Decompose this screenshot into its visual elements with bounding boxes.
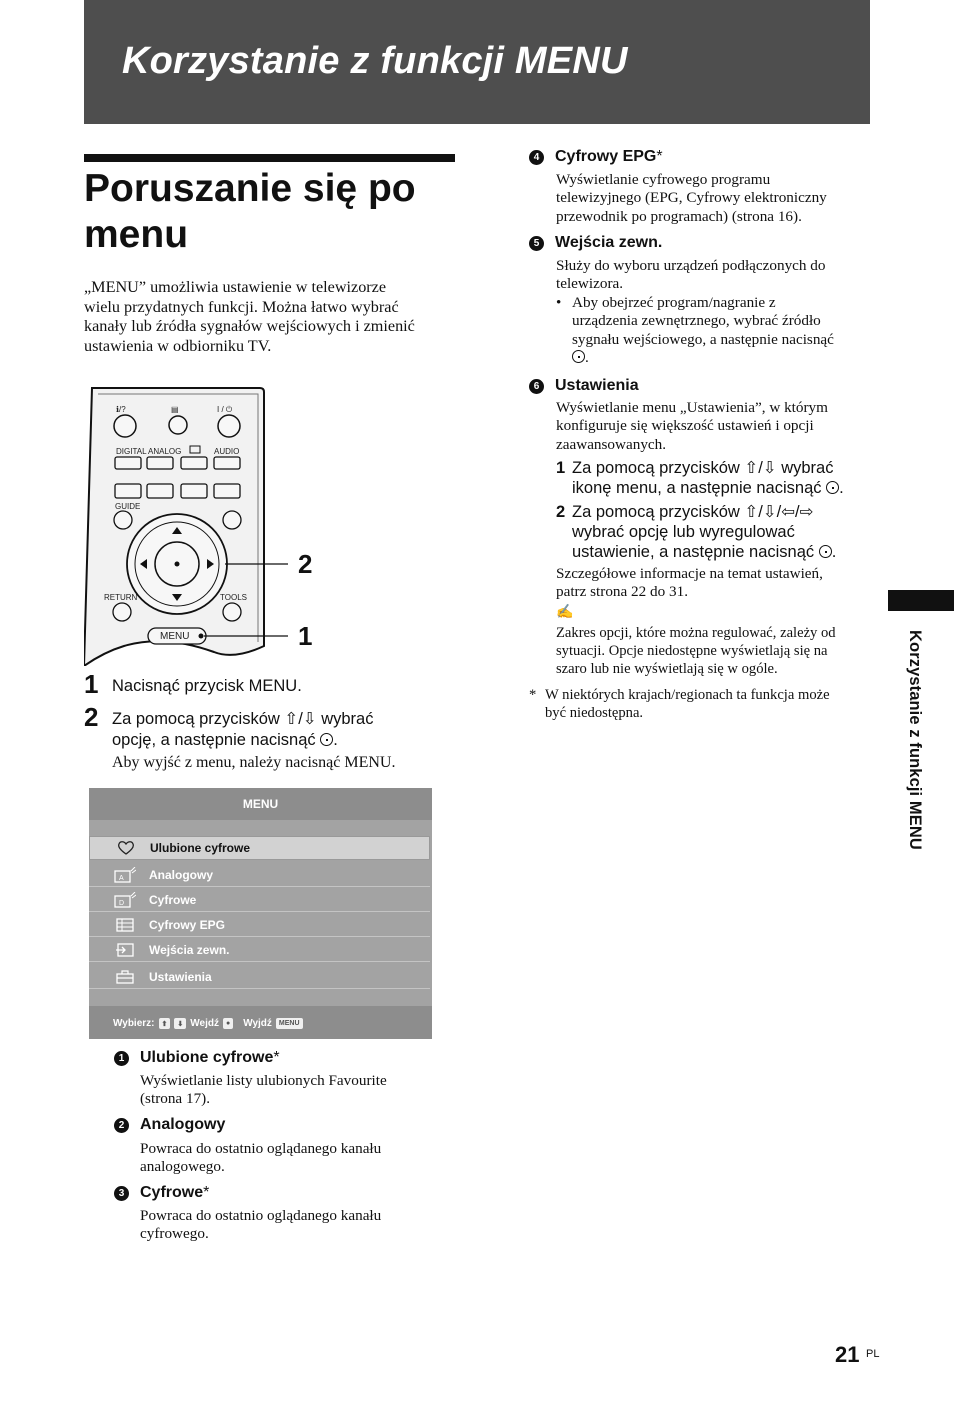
- callout-2: 2: [298, 549, 313, 579]
- settings-step-2: 2 Za pomocą przycisków ⇧/⇩/⇦/⇨ wybrać opcję lub wyregulować ustawienie, a następnie nacisnąć .: [556, 503, 837, 561]
- return-button[interactable]: [113, 603, 131, 621]
- guide-label: GUIDE: [115, 502, 141, 511]
- freeze-button[interactable]: [181, 457, 207, 469]
- menu-item-ulubione-cyfrowe[interactable]: Ulubione cyfrowe: [89, 836, 430, 860]
- red-button[interactable]: [115, 484, 141, 498]
- menu-item-cyfrowe[interactable]: D Cyfrowe: [89, 888, 430, 912]
- blue-button[interactable]: [214, 484, 240, 498]
- info-button-label: ℹ/?: [116, 405, 126, 414]
- section-title: Poruszanie się po menu: [84, 167, 416, 256]
- return-label: RETURN: [104, 593, 138, 602]
- item-5-heading: 5 Wejścia zewn.: [529, 234, 662, 252]
- menu-list: [89, 820, 432, 1006]
- settings-details: Szczegółowe informacje na temat ustawień, patrz strona 22 do 31.: [556, 565, 823, 601]
- item-1-description: Wyświetlanie listy ulubionych Favourite (strona 17).: [140, 1072, 387, 1108]
- menu-button-label: MENU: [160, 631, 190, 642]
- menu-item-wejscia-zewn[interactable]: Wejścia zewn.: [89, 938, 430, 962]
- menu-item-analogowy[interactable]: A Analogowy: [89, 863, 430, 887]
- yellow-button[interactable]: [181, 484, 207, 498]
- up-key-icon: ⬆: [159, 1018, 171, 1029]
- tools-label: TOOLS: [220, 593, 247, 602]
- ok-button-icon: [826, 481, 839, 494]
- item-5-bullet: • Aby obejrzeć program/nagranie z urządzenia zewnętrznego, wybrać źródło sygnału wejściowego, a następnie nacisnąć .: [556, 294, 834, 367]
- analog-label: ANALOG: [148, 447, 182, 456]
- menu-screen: [89, 788, 432, 1039]
- input-icon: [113, 942, 137, 958]
- footnote-text: W niektórych krajach/regionach ta funkcja może być niedostępna.: [545, 687, 830, 722]
- note-text: Zakres opcji, które można regulować, zależy od sytuacji. Opcje niedostępne wyświetlają się na szaro lub nie wyświetlają się w ogóle.: [556, 625, 836, 678]
- page-number: 21: [835, 1342, 860, 1367]
- item-6-heading: 6 Ustawienia: [529, 377, 639, 395]
- side-tab-marker: [888, 590, 954, 611]
- header-banner: [84, 0, 870, 124]
- text-button[interactable]: [169, 416, 187, 434]
- ok-button-icon: [819, 545, 832, 558]
- item-5-description: Służy do wyboru urządzeń podłączonych do telewizora.: [556, 257, 826, 293]
- svg-text:D: D: [119, 899, 125, 907]
- audio-button[interactable]: [214, 457, 240, 469]
- step-2-note: Aby wyjść z menu, należy nacisnąć MENU.: [112, 754, 396, 771]
- power-button-label: I / ⏻: [217, 405, 233, 414]
- power-button[interactable]: [218, 415, 240, 437]
- item-4-description: Wyświetlanie cyfrowego programu telewizyjnego (EPG, Cyfrowy elektroniczny przewodnik po programach) (strona 16).: [556, 171, 827, 225]
- section-rule: [84, 154, 455, 162]
- digital-button[interactable]: [115, 457, 141, 469]
- digital-tv-icon: [113, 892, 137, 908]
- item-2-heading: 2 Analogowy: [114, 1116, 225, 1134]
- page-language: PL: [866, 1348, 880, 1360]
- item-6-description: Wyświetlanie menu „Ustawienia”, w którym konfiguruje się większość ustawień i opcji zaawansowanych.: [556, 399, 828, 453]
- text-button-label: ▤: [171, 405, 179, 414]
- note-icon: ✍: [556, 605, 574, 620]
- menu-item-ustawienia[interactable]: Ustawienia: [89, 965, 430, 989]
- footnote-mark: *: [529, 687, 537, 703]
- svg-text:A: A: [119, 874, 124, 882]
- ok-button-icon: [320, 733, 333, 746]
- menu-key-badge: MENU: [276, 1018, 303, 1029]
- green-button[interactable]: [147, 484, 173, 498]
- menu-footer: Wybierz: ⬆ ⬇ Wejdź ● Wyjdź MENU: [89, 1008, 432, 1039]
- menu-header: MENU: [242, 797, 279, 811]
- settings-step-1: 1 Za pomocą przycisków ⇧/⇩ wybrać ikonę menu, a następnie nacisnąć .: [556, 459, 844, 497]
- analog-button[interactable]: [147, 457, 173, 469]
- enter-key-icon: ●: [223, 1018, 233, 1029]
- heart-icon: [114, 840, 138, 856]
- remote-control-illustration: [84, 384, 324, 666]
- guide-button[interactable]: [114, 511, 132, 529]
- callout-1: 1: [298, 621, 313, 651]
- input-button[interactable]: [223, 511, 241, 529]
- page-title: Korzystanie z funkcji MENU: [122, 40, 628, 82]
- side-tab-label: Korzystanie z funkcji MENU: [906, 630, 924, 850]
- item-1-heading: 1 Ulubione cyfrowe *: [114, 1049, 280, 1067]
- analog-tv-icon: [113, 867, 137, 883]
- menu-item-cyfrowy-epg[interactable]: Cyfrowy EPG: [89, 913, 430, 937]
- item-2-description: Powraca do ostatnio oglądanego kanału analogowego.: [140, 1140, 382, 1176]
- item-3-heading: 3 Cyfrowe *: [114, 1184, 209, 1202]
- epg-icon: [113, 917, 137, 933]
- down-key-icon: ⬇: [174, 1018, 186, 1029]
- info-button[interactable]: [114, 415, 136, 437]
- toolbox-icon: [113, 969, 137, 985]
- tools-button[interactable]: [223, 603, 241, 621]
- item-3-description: Powraca do ostatnio oglądanego kanału cyfrowego.: [140, 1207, 382, 1243]
- ok-button-icon: [572, 350, 585, 363]
- intro-paragraph: „MENU” umożliwia ustawienie w telewizorze wielu przydatnych funkcji. Można łatwo wybrać kanały lub źródła sygnałów wejściowych i zmienić ustawienia w odbiorniku TV.: [84, 278, 415, 355]
- item-4-heading: 4 Cyfrowy EPG *: [529, 148, 663, 166]
- audio-label: AUDIO: [214, 447, 240, 456]
- digital-label: DIGITAL: [116, 447, 147, 456]
